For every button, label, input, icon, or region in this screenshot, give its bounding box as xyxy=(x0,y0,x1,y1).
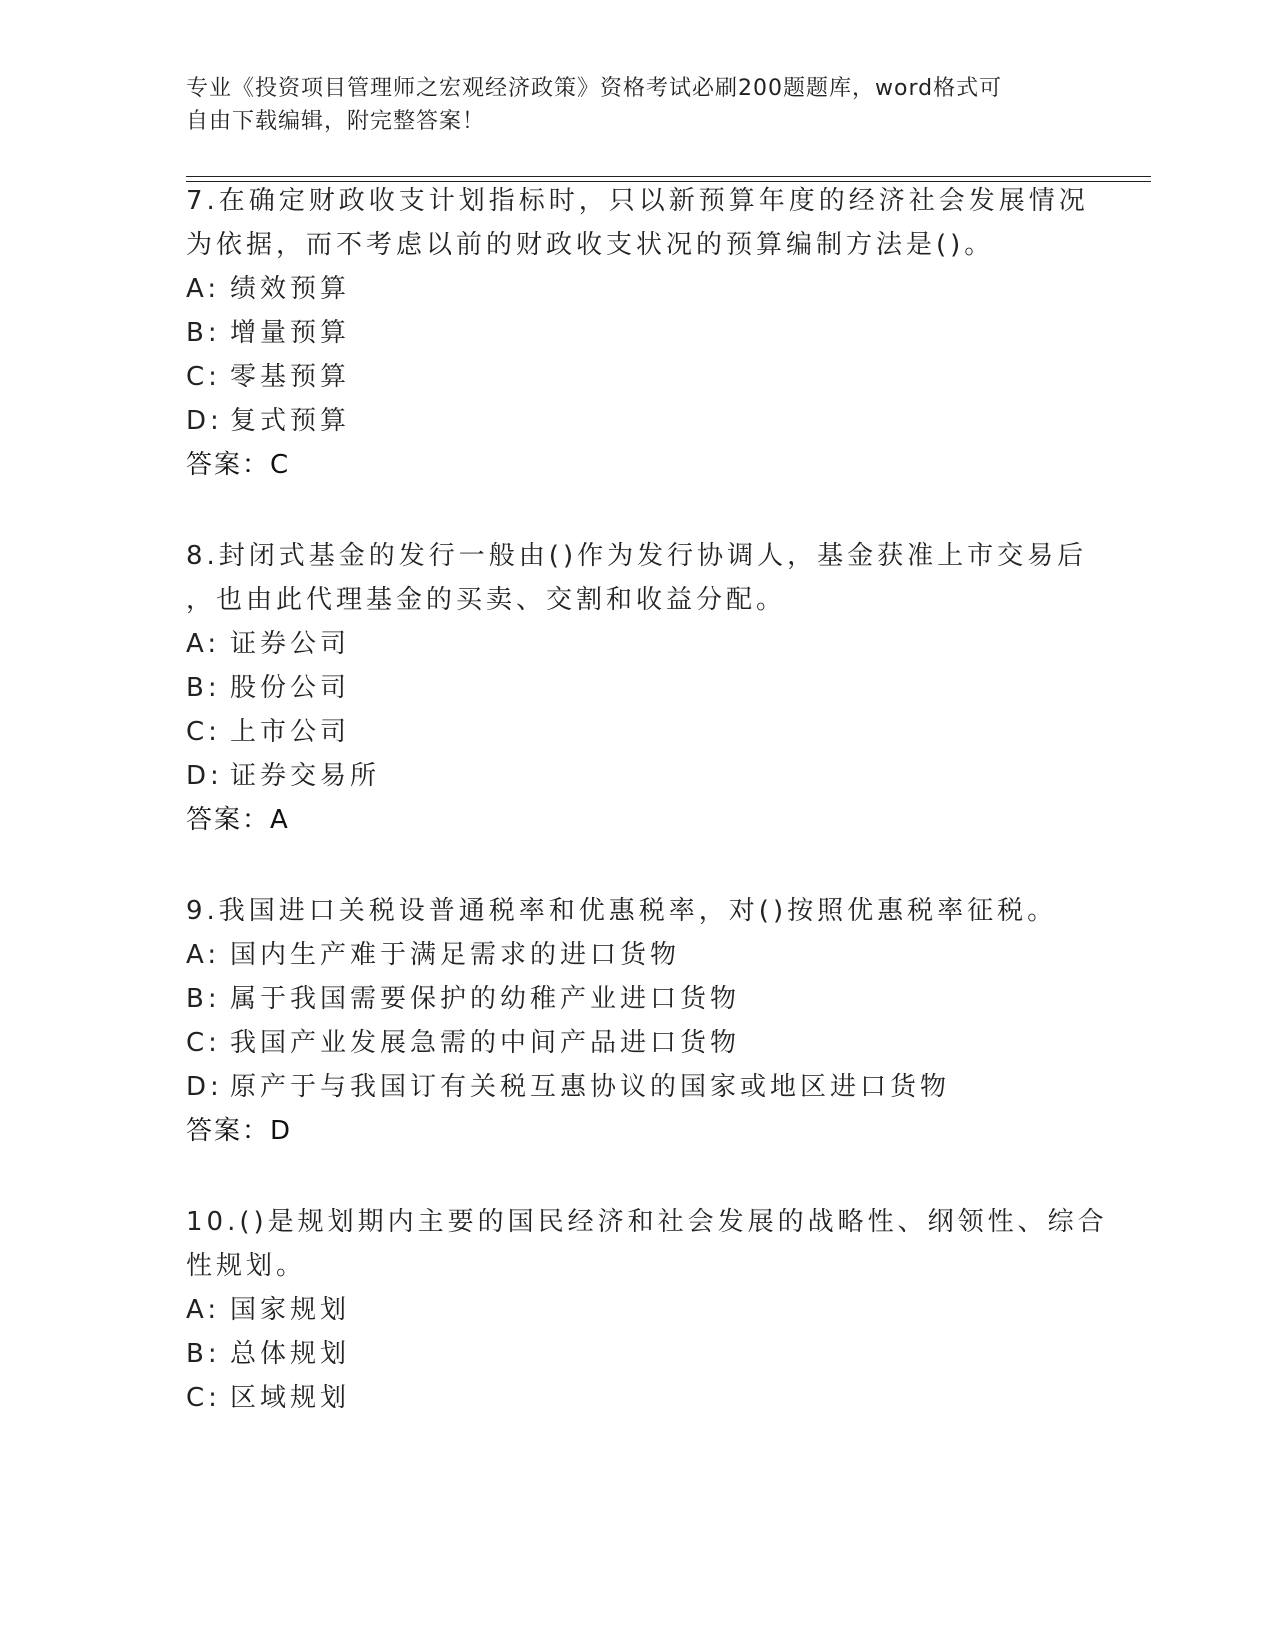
option-text: 国家规划 xyxy=(230,1295,351,1325)
header-line-2: 自由下载编辑，附完整答案！ xyxy=(186,109,486,134)
option-letter: C: xyxy=(186,1383,221,1413)
option-text: 零基预算 xyxy=(230,362,351,392)
question-7-stem-line-2: 为依据，而不考虑以前的财政收支状况的预算编制方法是()。 xyxy=(186,230,995,260)
option-letter: B: xyxy=(186,984,221,1014)
question-8-option-d xyxy=(186,761,380,791)
option-letter: A: xyxy=(186,274,221,304)
option-letter: D: xyxy=(186,761,223,791)
question-10-option-a xyxy=(186,1295,350,1325)
option-text: 复式预算 xyxy=(230,406,351,436)
option-text: 国内生产难于满足需求的进口货物 xyxy=(230,940,681,970)
option-text: 我国产业发展急需的中间产品进口货物 xyxy=(230,1028,741,1058)
option-text: 证券公司 xyxy=(230,629,351,659)
question-7-answer: 答案：C xyxy=(186,450,291,480)
option-text: 原产于与我国订有关税互惠协议的国家或地区进口货物 xyxy=(230,1072,951,1102)
option-letter: D: xyxy=(186,406,223,436)
option-text: 上市公司 xyxy=(230,717,351,747)
question-9-option-a xyxy=(186,940,680,970)
option-letter: B: xyxy=(186,1339,221,1369)
question-7-option-c xyxy=(186,362,350,392)
header-line-1: 专业《投资项目管理师之宏观经济政策》资格考试必刷200题题库，word格式可 xyxy=(186,76,1003,101)
option-letter: C: xyxy=(186,717,221,747)
option-text: 股份公司 xyxy=(230,673,351,703)
question-10-stem-line-2: 性规划。 xyxy=(186,1251,307,1281)
question-8-option-c xyxy=(186,717,350,747)
question-8-option-b xyxy=(186,673,350,703)
option-letter: A: xyxy=(186,1295,221,1325)
question-9-option-c xyxy=(186,1028,740,1058)
question-9-option-b xyxy=(186,984,740,1014)
question-7-option-b xyxy=(186,318,350,348)
question-7-option-a xyxy=(186,274,350,304)
question-9-stem-line-1: 9.我国进口关税设普通税率和优惠税率，对()按照优惠税率征税。 xyxy=(186,896,1058,926)
option-letter: B: xyxy=(186,673,221,703)
question-10-stem-line-1: 10.()是规划期内主要的国民经济和社会发展的战略性、纲领性、综合 xyxy=(186,1207,1108,1237)
document-header xyxy=(186,72,1066,138)
header-divider-top xyxy=(186,176,1151,177)
question-7-stem-line-1: 7.在确定财政收支计划指标时，只以新预算年度的经济社会发展情况 xyxy=(186,186,1089,216)
option-text: 总体规划 xyxy=(230,1339,351,1369)
question-10-option-b xyxy=(186,1339,350,1369)
option-text: 属于我国需要保护的幼稚产业进口货物 xyxy=(230,984,741,1014)
question-8-answer: 答案：A xyxy=(186,805,290,835)
question-8-option-a xyxy=(186,629,350,659)
question-8-stem-line-2: ，也由此代理基金的买卖、交割和收益分配。 xyxy=(186,585,787,615)
option-letter: A: xyxy=(186,940,221,970)
option-text: 增量预算 xyxy=(230,318,351,348)
header-divider-bottom xyxy=(186,181,1151,182)
option-letter: B: xyxy=(186,318,221,348)
question-10-option-c xyxy=(186,1383,350,1413)
option-text: 证券交易所 xyxy=(230,761,381,791)
question-9-option-d xyxy=(186,1072,950,1102)
question-8-stem-line-1: 8.封闭式基金的发行一般由()作为发行协调人，基金获准上市交易后 xyxy=(186,541,1088,571)
option-letter: D: xyxy=(186,1072,223,1102)
option-text: 区域规划 xyxy=(230,1383,351,1413)
option-letter: C: xyxy=(186,362,221,392)
question-7-option-d xyxy=(186,406,350,436)
option-text: 绩效预算 xyxy=(230,274,351,304)
option-letter: C: xyxy=(186,1028,221,1058)
question-9-answer: 答案：D xyxy=(186,1116,293,1146)
option-letter: A: xyxy=(186,629,221,659)
